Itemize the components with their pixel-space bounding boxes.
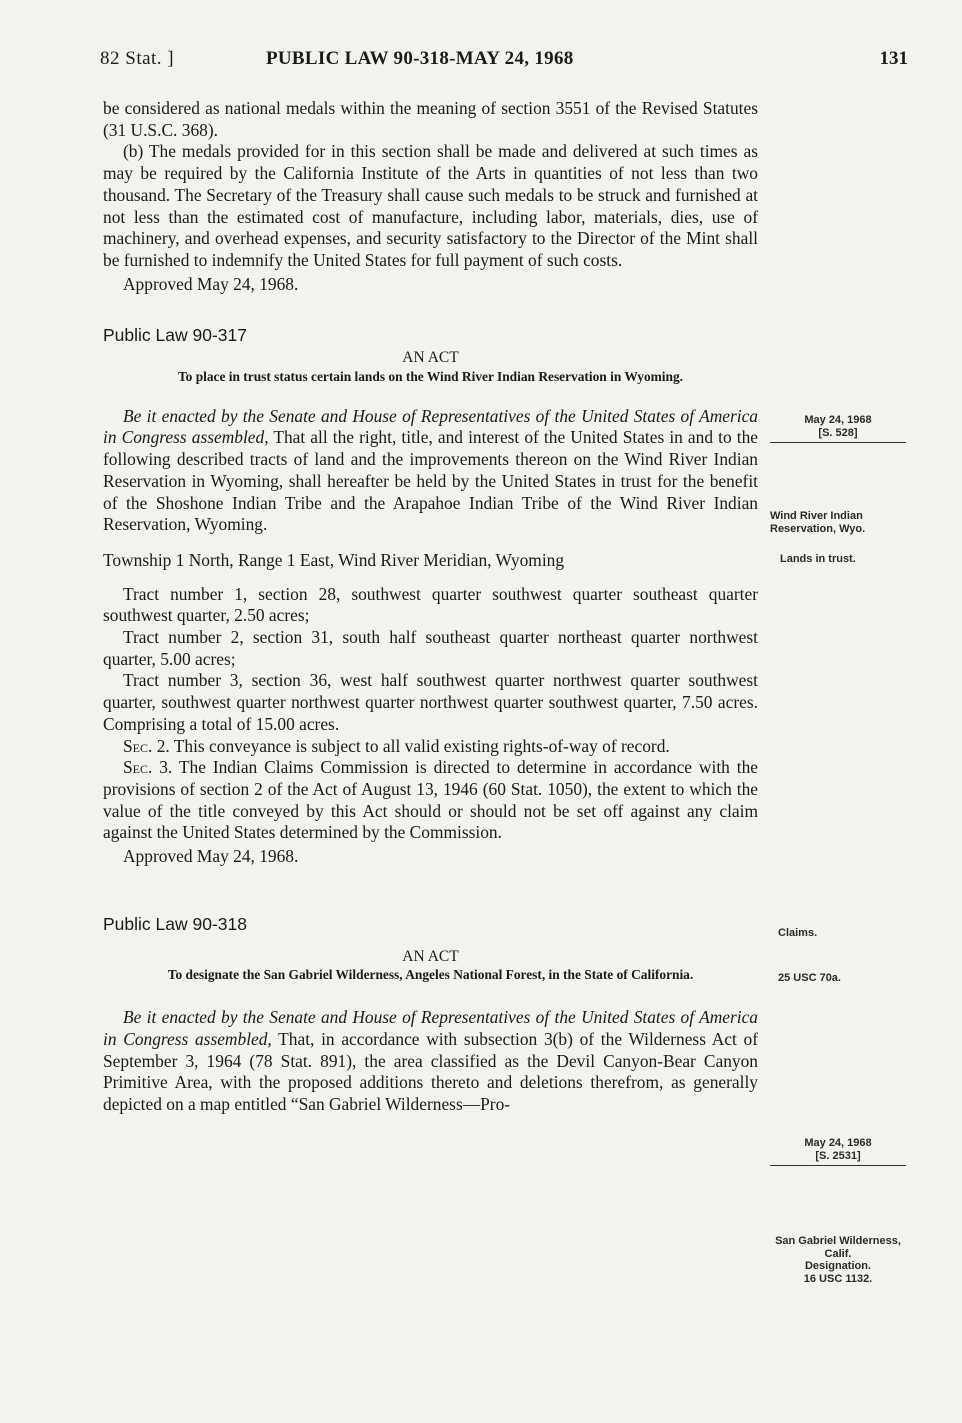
enacting-body: That all the right, title, and interest of the United States in and to the following described tracts of land and the improvements thereon on the Wind River Indian Reservation in Wyoming, shall hereafter be held by the United States in trust for the benefit of the Shoshone Indian Tribe and the Arapahoe Indian Tribe of the Wind River Indian Reservation, Wyoming. (103, 427, 758, 535)
margin-note-claims: Claims. (778, 927, 818, 939)
margin-san-gabriel: San Gabriel Wilderness, Calif. (775, 1235, 901, 1260)
enacting-clause-318 (103, 1007, 758, 1116)
main-text-column (103, 98, 758, 1116)
tract-3: Tract number 3, section 36, west half southwest quarter northwest quarter southwest quarter, southwest quarter northwest quarter northwest quarter southwest quarter, 7.50 acres. Comprising a total of 15.00 acres. (103, 670, 758, 734)
approval-line-317: Approved May 24, 1968. (123, 846, 299, 867)
margin-note-lands-trust: Lands in trust. (780, 553, 856, 565)
section-2-text: This conveyance is subject to all valid existing rights-of-way of record. (169, 735, 670, 756)
continuation-paragraph: be considered as national medals within the meaning of section 3551 of the Revised Statutes (31 U.S.C. 368). (103, 98, 758, 140)
margin-bill-number: [S. 2531] (815, 1149, 861, 1162)
margin-note-usc-70a: 25 USC 70a. (778, 972, 841, 984)
section-2 (103, 736, 758, 758)
section-3-label: Sec. 3. (123, 757, 173, 778)
margin-note-san-gabriel (770, 1235, 906, 1285)
margin-date: May 24, 1968 (804, 414, 872, 426)
margin-designation: Designation. (804, 1260, 871, 1272)
act-heading: AN ACT (402, 349, 459, 367)
act-title-318: To designate the San Gabriel Wilderness, Angeles National Forest, in the State of California. (167, 967, 694, 983)
page-number: 131 (879, 48, 908, 69)
section-2-label: Sec. 2. (123, 735, 170, 756)
section-3 (103, 757, 758, 844)
enacting-body-318: That, in accordance with subsection 3(b) of the Wilderness Act of September 3, 1964 (78 Stat. 891), the area classified as the Devil Canyon-Bear Canyon Primitive Area, with the proposed additions thereto and deletions therefrom, as generally depicted on a map entitled “San Gabriel Wilderness—Pro- (103, 1028, 758, 1115)
margin-date: May 24, 1968 (804, 1137, 872, 1149)
public-law-317-title: Public Law 90-317 (103, 325, 247, 346)
approval-line: Approved May 24, 1968. (123, 273, 299, 294)
margin-note-date-318 (770, 1137, 906, 1166)
statute-reference: 82 Stat. ] (100, 48, 175, 69)
page-header (100, 48, 908, 74)
enacting-formula: Be it enacted by the Senate and House of Representatives of the United States of America in Congress assembled, (103, 405, 758, 448)
running-title: PUBLIC LAW 90-318-MAY 24, 1968 (266, 48, 574, 69)
margin-note-wind-river: Wind River Indian Reservation, Wyo. (770, 510, 866, 535)
enacting-formula-318: Be it enacted by the Senate and House of Representatives of the United States of America in Congress assembled, (103, 1007, 758, 1049)
enacting-clause (103, 406, 758, 536)
tract-1: Tract number 1, section 28, southwest quarter southwest quarter southeast quarter southwest quarter, 2.50 acres; (103, 583, 758, 626)
section-3-text: The Indian Claims Commission is directed to determine in accordance with the provisions of section 2 of the Act of August 13, 1946 (60 Stat. 1050), the extent to which the value of the title conveyed by this Act should or should not be set off against any claim against the United States determined by the Commission. (103, 757, 758, 843)
public-law-318-title: Public Law 90-318 (103, 913, 247, 934)
act-title: To place in trust status certain lands on the Wind River Indian Reservation in Wyoming. (177, 368, 684, 384)
margin-usc-1132: 16 USC 1132. (803, 1272, 873, 1285)
margin-note-date-317 (770, 414, 906, 443)
margin-bill-number: [S. 528] (818, 426, 858, 439)
paragraph-b: (b) The medals provided for in this section shall be made and delivered at such times as may be required by the California Institute of the Arts in quantities of not less than two thousand. The Secretary of the Treasury shall cause such medals to be struck and furnished at not less than the estimated cost of manufacture, including labor, materials, dies, use of machinery, and overhead expenses, and security satisfactory to the Director of the Mint shall be furnished to indemnify the United States for full payment of such costs. (103, 141, 758, 270)
act-heading-318: AN ACT (402, 947, 459, 965)
tract-2: Tract number 2, section 31, south half southeast quarter northeast quarter northwest quarter, 5.00 acres; (103, 627, 758, 669)
township-heading: Township 1 North, Range 1 East, Wind River Meridian, Wyoming (103, 549, 565, 570)
